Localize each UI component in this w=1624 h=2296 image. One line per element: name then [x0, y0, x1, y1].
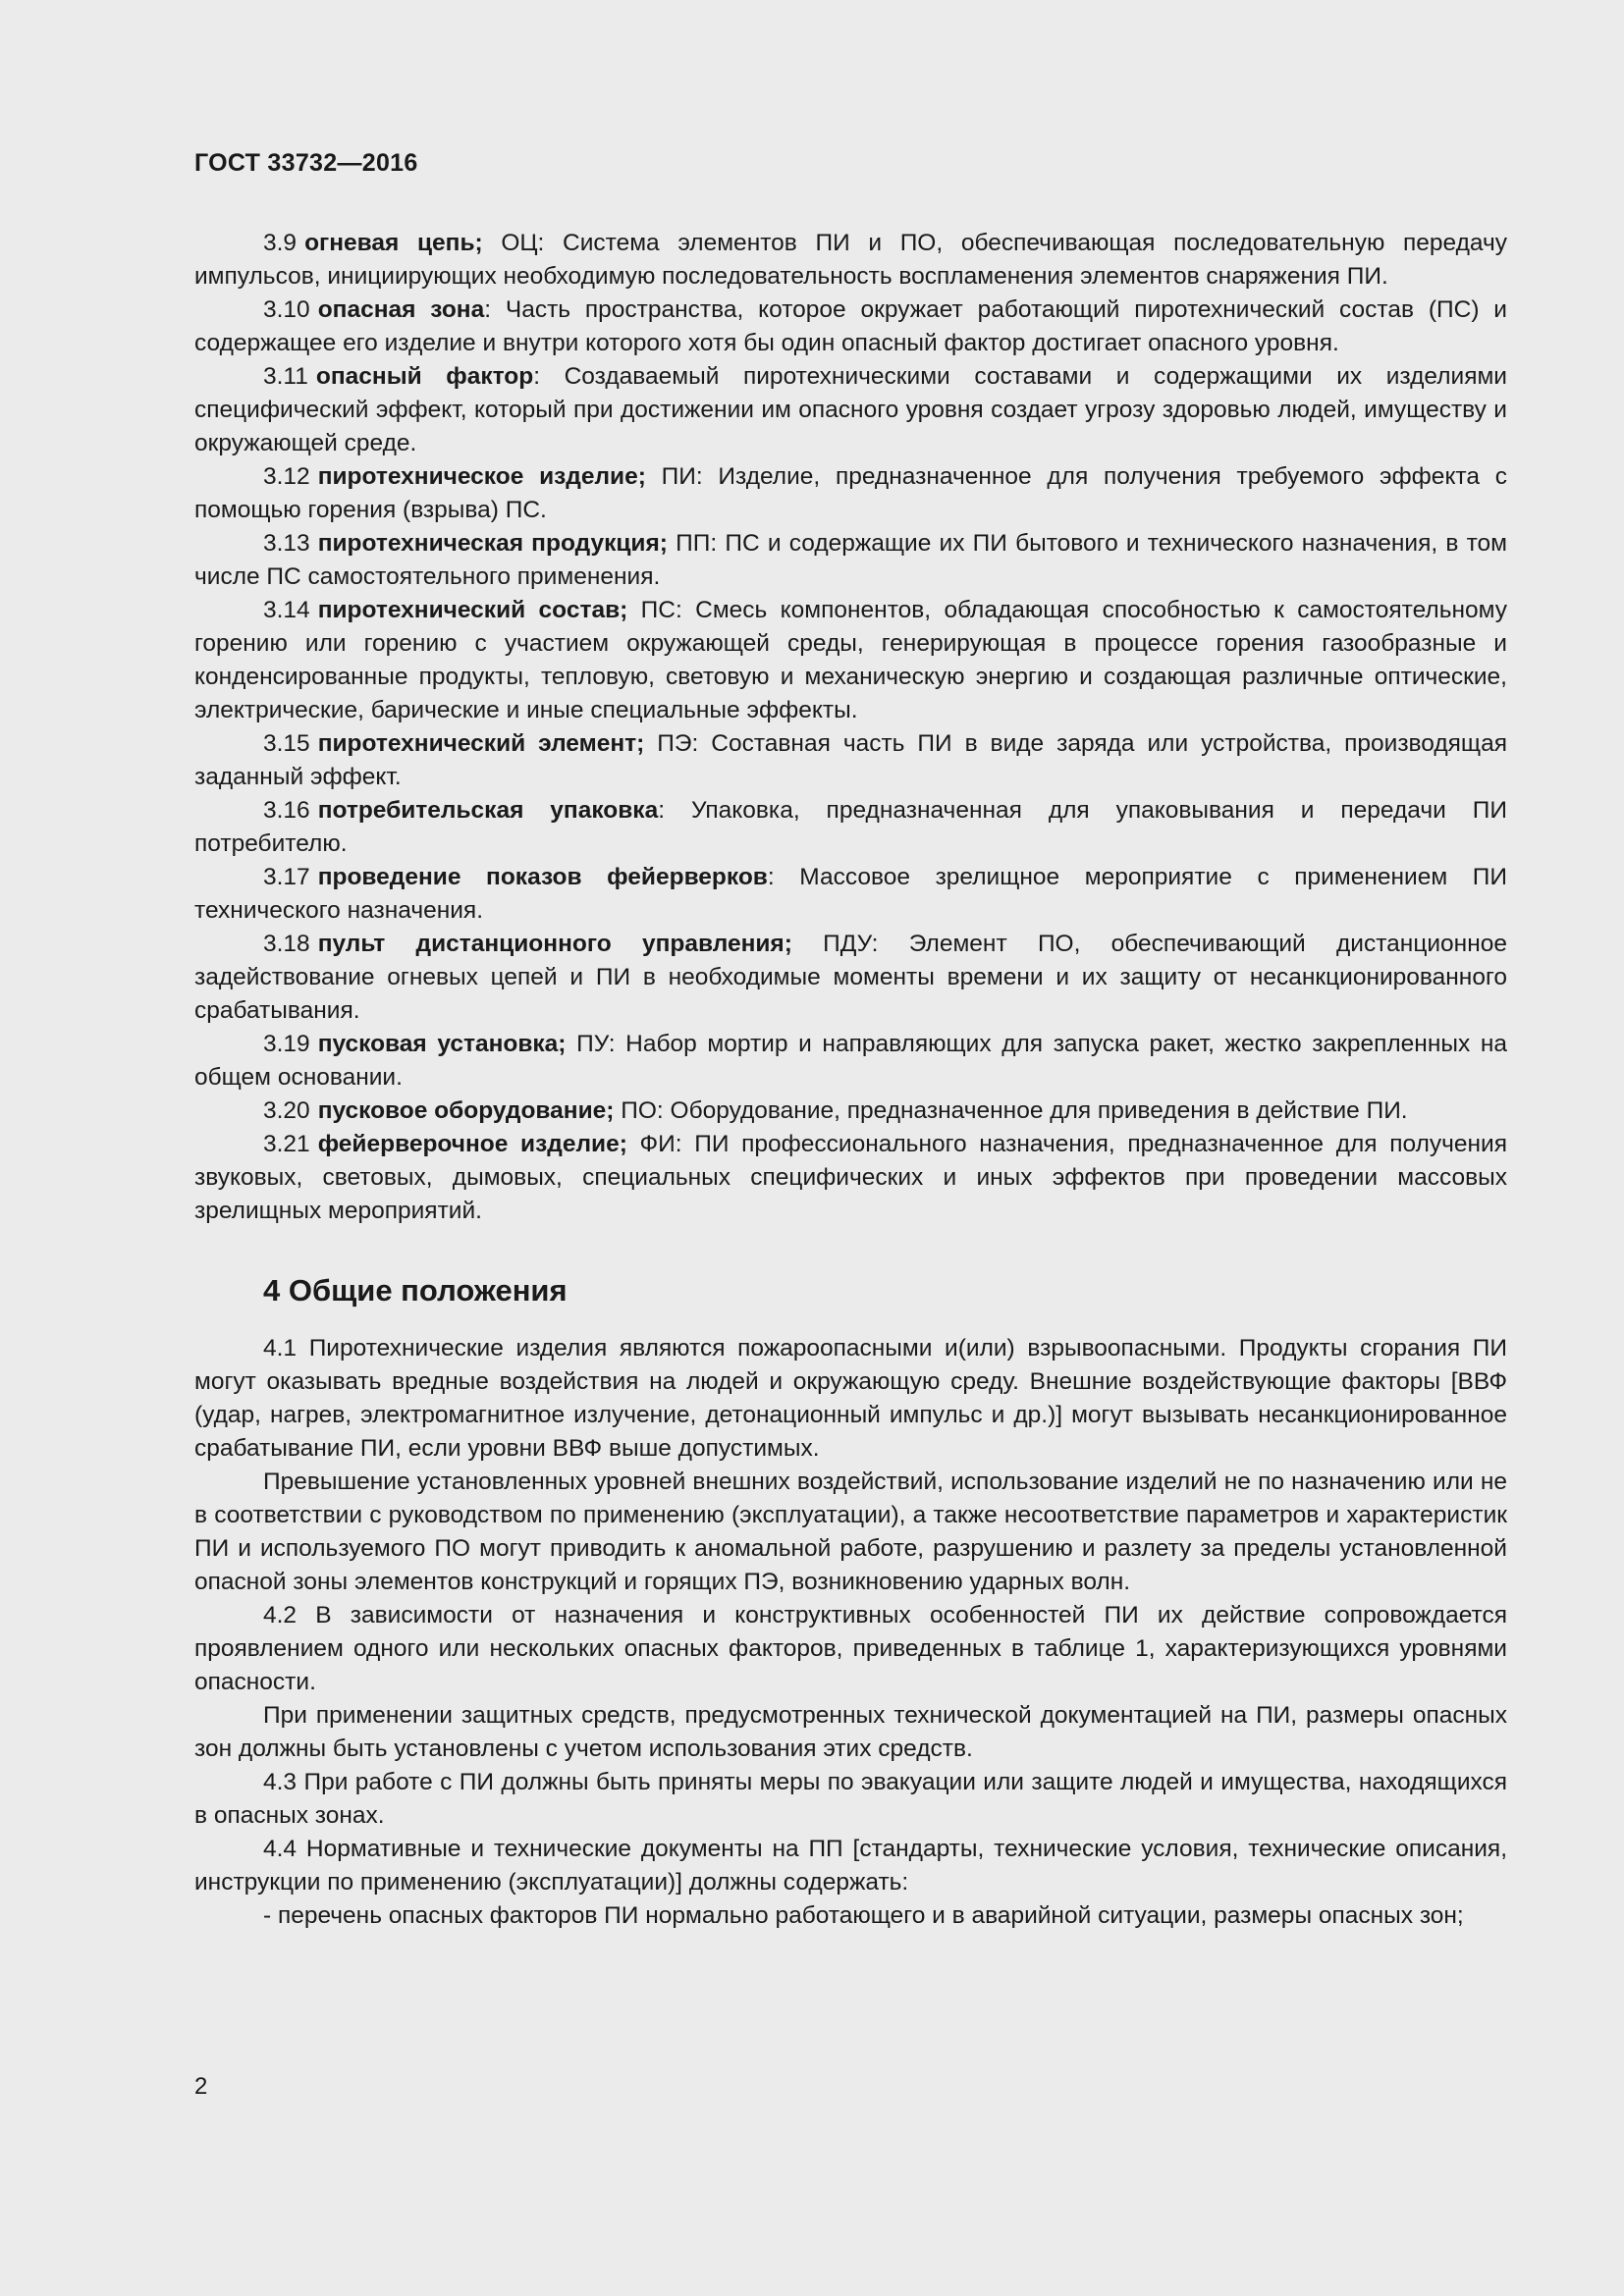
definition-text: ПП: ПС и содержащие их ПИ бытового и технического назначения, в том числе ПС самостоятельного применения.	[194, 530, 1507, 590]
definition-text: ПЭ: Составная часть ПИ в виде заряда или устройства, производящая заданный эффект.	[194, 730, 1507, 790]
clause-number: 3.19	[263, 1031, 310, 1057]
definition-3-14	[194, 594, 1507, 727]
defined-term: опасный фактор	[315, 363, 534, 390]
section-4-heading: 4 Общие положения	[263, 1273, 568, 1308]
definition-3-20	[194, 1095, 1507, 1128]
clause-number: 3.16	[263, 797, 310, 824]
definition-3-19	[194, 1028, 1507, 1095]
definition-3-11	[194, 360, 1507, 460]
clause-number: 3.20	[263, 1097, 310, 1124]
definition-text: : Массовое зрелищное мероприятие с применением ПИ технического назначения.	[194, 864, 1507, 924]
defined-term: проведение показов фейерверков	[317, 864, 768, 890]
definition-text: ПУ: Набор мортир и направляющих для запуска ракет, жестко закрепленных на общем основании.	[194, 1031, 1508, 1091]
defined-term: огневая цепь;	[304, 230, 483, 256]
defined-term: пульт дистанционного управления;	[317, 931, 792, 957]
definition-text: ПС: Смесь компонентов, обладающая способностью к самостоятельному горению или горению с участием окружающей среды, генерирующая в процессе горения газообразные и конденсированные продукты, тепловую, световую и механическую энергию и создающая различные оптические, электрические, барические и иные специальные эффекты.	[194, 597, 1507, 723]
defined-term: пиротехническое изделие;	[317, 463, 646, 490]
paragraph-4-1-continued: Превышение установленных уровней внешних воздействий, использование изделий не по назначению или не в соответствии с руководством по применению (эксплуатации), а также несоответствие параметров и характеристик ПИ и используемого ПО могут приводить к аномальной работе, разрушению и разлету за пределы установленной опасной зоны элементов конструкций и горящих ПЭ, возникновению ударных волн.	[194, 1468, 1507, 1595]
page-number: 2	[194, 2073, 208, 2100]
definition-text: : Создаваемый пиротехническими составами и содержащими их изделиями специфический эффект, который при достижении им опасного уровня создает угрозу здоровью людей, имуществу и окружающей среде.	[194, 363, 1507, 456]
clause-number: 3.12	[263, 463, 310, 490]
clause-number: 3.17	[263, 864, 310, 890]
defined-term: пусковое оборудование;	[317, 1097, 615, 1124]
clause-number: 3.15	[263, 730, 310, 757]
definition-text: ПИ: Изделие, предназначенное для получения требуемого эффекта с помощью горения (взрыва) ПС.	[194, 463, 1507, 523]
definition-3-18	[194, 928, 1507, 1028]
definition-text: : Упаковка, предназначенная для упаковывания и передачи ПИ потребителю.	[194, 797, 1507, 857]
definition-3-12	[194, 460, 1507, 527]
clause-number: 3.9	[263, 230, 298, 256]
definition-text: ФИ: ПИ профессионального назначения, предназначенное для получения звуковых, световых, дымовых, специальных специфических и иных эффектов при проведении массовых зрелищных мероприятий.	[194, 1131, 1508, 1224]
definition-text: : Часть пространства, которое окружает работающий пиротехнический состав (ПС) и содержащее его изделие и внутри которого хотя бы один опасный фактор достигает опасного уровня.	[194, 296, 1507, 356]
paragraph-4-3: 4.3 При работе с ПИ должны быть приняты меры по эвакуации или защите людей и имущества, находящихся в опасных зонах.	[194, 1769, 1507, 1829]
defined-term: опасная зона	[317, 296, 485, 323]
clause-number: 3.11	[263, 363, 308, 390]
definition-3-13	[194, 527, 1507, 594]
defined-term: пусковая установка;	[317, 1031, 567, 1057]
defined-term: фейерверочное изделие;	[317, 1131, 627, 1157]
definition-3-17	[194, 861, 1507, 928]
clause-number: 3.13	[263, 530, 310, 557]
definition-text: ОЦ: Система элементов ПИ и ПО, обеспечивающая последовательную передачу импульсов, инициирующих необходимую последовательность воспламенения элементов снаряжения ПИ.	[194, 230, 1507, 290]
defined-term: потребительская упаковка	[317, 797, 659, 824]
clause-number: 3.21	[263, 1131, 310, 1157]
defined-term: пиротехническая продукция;	[317, 530, 668, 557]
paragraph-4-2: 4.2 В зависимости от назначения и конструктивных особенностей ПИ их действие сопровождается проявлением одного или нескольких опасных факторов, приведенных в таблице 1, характеризующихся уровнями опасности.	[194, 1602, 1507, 1695]
paragraph-4-2-continued: При применении защитных средств, предусмотренных технической документацией на ПИ, размеры опасных зон должны быть установлены с учетом использования этих средств.	[194, 1702, 1507, 1762]
definition-text: ПДУ: Элемент ПО, обеспечивающий дистанционное задействование огневых цепей и ПИ в необходимые моменты времени и их защиту от несанкционированного срабатывания.	[194, 931, 1507, 1024]
paragraph-4-4: 4.4 Нормативные и технические документы на ПП [стандарты, технические условия, технические описания, инструкции по применению (эксплуатации)] должны содержать:	[194, 1836, 1507, 1896]
definition-3-21	[194, 1128, 1507, 1228]
defined-term: пиротехнический состав;	[317, 597, 628, 623]
definition-3-10	[194, 294, 1507, 360]
defined-term: пиротехнический элемент;	[317, 730, 645, 757]
document-header: ГОСТ 33732—2016	[194, 149, 418, 177]
clause-number: 3.10	[263, 296, 310, 323]
paragraph-4-1: 4.1 Пиротехнические изделия являются пожароопасными и(или) взрывоопасными. Продукты сгорания ПИ могут оказывать вредные воздействия на людей и окружающую среду. Внешние воздействующие факторы [ВВФ (удар, нагрев, электромагнитное излучение, детонационный импульс и др.)] могут вызывать несанкционированное срабатывание ПИ, если уровни ВВФ выше допустимых.	[194, 1335, 1507, 1462]
clause-number: 3.18	[263, 931, 310, 957]
definition-3-9	[194, 227, 1507, 294]
document-body	[194, 227, 1507, 1933]
definition-text: ПО: Оборудование, предназначенное для приведения в действие ПИ.	[614, 1097, 1408, 1124]
list-item: - перечень опасных факторов ПИ нормально работающего и в аварийной ситуации, размеры опасных зон;	[263, 1902, 1464, 1929]
definition-3-15	[194, 727, 1507, 794]
clause-number: 3.14	[263, 597, 310, 623]
definition-3-16	[194, 794, 1507, 861]
